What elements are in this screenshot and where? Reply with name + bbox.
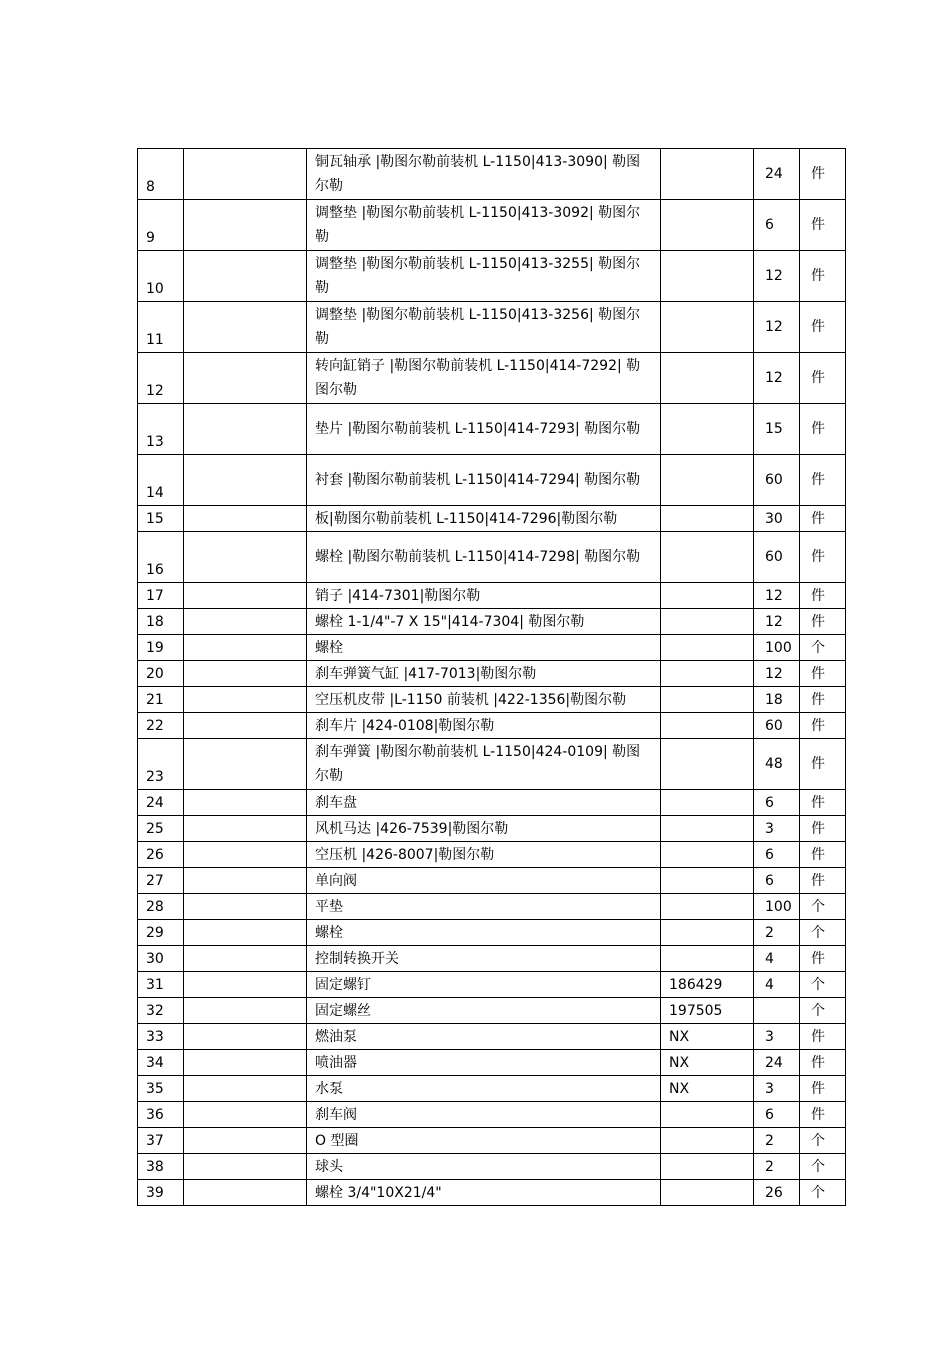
row-code-cell <box>661 200 754 251</box>
row-code-cell <box>661 739 754 790</box>
row-description-cell: 垫片 |勒图尔勒前装机 L-1150|414-7293| 勒图尔勒 <box>307 404 661 455</box>
table-row <box>138 251 846 302</box>
table-row <box>138 894 846 920</box>
table-row <box>138 1102 846 1128</box>
row-blank-cell <box>184 251 307 302</box>
row-blank-cell <box>184 842 307 868</box>
parts-table <box>137 148 846 1206</box>
row-description-cell: 螺栓 3/4"10X21/4" <box>307 1180 661 1206</box>
row-code-cell <box>661 404 754 455</box>
row-unit-cell: 件 <box>800 946 846 972</box>
row-description-cell: 平垫 <box>307 894 661 920</box>
row-blank-cell <box>184 868 307 894</box>
row-number-cell: 27 <box>138 868 184 894</box>
row-blank-cell <box>184 790 307 816</box>
row-blank-cell <box>184 506 307 532</box>
table-row <box>138 816 846 842</box>
row-number-cell: 15 <box>138 506 184 532</box>
row-blank-cell <box>184 583 307 609</box>
row-code-cell <box>661 687 754 713</box>
row-code-cell <box>661 920 754 946</box>
row-code-cell <box>661 713 754 739</box>
row-unit-cell: 个 <box>800 1180 846 1206</box>
row-unit-cell: 件 <box>800 661 846 687</box>
row-blank-cell <box>184 1024 307 1050</box>
row-unit-cell: 件 <box>800 1050 846 1076</box>
row-code-cell <box>661 302 754 353</box>
row-number-cell: 30 <box>138 946 184 972</box>
row-code-cell <box>661 946 754 972</box>
row-number-cell: 13 <box>138 404 184 455</box>
row-description-cell: 刹车弹簧气缸 |417-7013|勒图尔勒 <box>307 661 661 687</box>
row-description-cell: 控制转换开关 <box>307 946 661 972</box>
table-row <box>138 842 846 868</box>
row-description-cell: 球头 <box>307 1154 661 1180</box>
row-unit-cell: 件 <box>800 404 846 455</box>
row-quantity-cell: 3 <box>754 1024 800 1050</box>
row-quantity-cell: 6 <box>754 868 800 894</box>
row-quantity-cell: 24 <box>754 149 800 200</box>
row-description-cell: 燃油泵 <box>307 1024 661 1050</box>
row-unit-cell: 个 <box>800 1128 846 1154</box>
row-quantity-cell: 2 <box>754 920 800 946</box>
row-code-cell <box>661 609 754 635</box>
row-number-cell: 25 <box>138 816 184 842</box>
table-row <box>138 687 846 713</box>
row-description-cell: 板|勒图尔勒前装机 L-1150|414-7296|勒图尔勒 <box>307 506 661 532</box>
row-description-cell: 螺栓 |勒图尔勒前装机 L-1150|414-7298| 勒图尔勒 <box>307 532 661 583</box>
table-row <box>138 972 846 998</box>
table-row <box>138 1076 846 1102</box>
row-number-cell: 29 <box>138 920 184 946</box>
row-unit-cell: 件 <box>800 609 846 635</box>
table-row <box>138 946 846 972</box>
row-blank-cell <box>184 609 307 635</box>
table-row <box>138 998 846 1024</box>
row-number-cell: 31 <box>138 972 184 998</box>
row-description-cell: 空压机 |426-8007|勒图尔勒 <box>307 842 661 868</box>
row-unit-cell: 件 <box>800 149 846 200</box>
row-description-cell: 水泵 <box>307 1076 661 1102</box>
table-row <box>138 920 846 946</box>
row-description-cell: 衬套 |勒图尔勒前装机 L-1150|414-7294| 勒图尔勒 <box>307 455 661 506</box>
row-code-cell <box>661 1154 754 1180</box>
table-row <box>138 868 846 894</box>
table-row <box>138 532 846 583</box>
row-description-cell: 固定螺钉 <box>307 972 661 998</box>
row-code-cell: NX <box>661 1024 754 1050</box>
row-blank-cell <box>184 687 307 713</box>
row-blank-cell <box>184 635 307 661</box>
row-code-cell <box>661 532 754 583</box>
row-code-cell <box>661 790 754 816</box>
row-quantity-cell: 24 <box>754 1050 800 1076</box>
row-description-cell: 转向缸销子 |勒图尔勒前装机 L-1150|414-7292| 勒图尔勒 <box>307 353 661 404</box>
row-code-cell <box>661 842 754 868</box>
row-code-cell <box>661 894 754 920</box>
row-unit-cell: 件 <box>800 506 846 532</box>
row-quantity-cell: 100 <box>754 894 800 920</box>
row-number-cell: 36 <box>138 1102 184 1128</box>
row-description-cell: 刹车片 |424-0108|勒图尔勒 <box>307 713 661 739</box>
row-code-cell <box>661 816 754 842</box>
row-code-cell <box>661 251 754 302</box>
row-blank-cell <box>184 1154 307 1180</box>
row-code-cell <box>661 635 754 661</box>
row-code-cell <box>661 149 754 200</box>
row-code-cell <box>661 1102 754 1128</box>
row-quantity-cell: 6 <box>754 842 800 868</box>
row-code-cell: NX <box>661 1050 754 1076</box>
row-unit-cell: 件 <box>800 1076 846 1102</box>
row-number-cell: 8 <box>138 149 184 200</box>
row-description-cell: 调整垫 |勒图尔勒前装机 L-1150|413-3256| 勒图尔勒 <box>307 302 661 353</box>
row-quantity-cell <box>754 998 800 1024</box>
row-blank-cell <box>184 353 307 404</box>
table-row <box>138 404 846 455</box>
row-description-cell: 调整垫 |勒图尔勒前装机 L-1150|413-3092| 勒图尔勒 <box>307 200 661 251</box>
row-unit-cell: 个 <box>800 894 846 920</box>
row-quantity-cell: 26 <box>754 1180 800 1206</box>
row-number-cell: 24 <box>138 790 184 816</box>
row-description-cell: 调整垫 |勒图尔勒前装机 L-1150|413-3255| 勒图尔勒 <box>307 251 661 302</box>
row-blank-cell <box>184 404 307 455</box>
row-blank-cell <box>184 302 307 353</box>
row-unit-cell: 件 <box>800 687 846 713</box>
row-unit-cell: 个 <box>800 998 846 1024</box>
row-number-cell: 28 <box>138 894 184 920</box>
row-quantity-cell: 6 <box>754 200 800 251</box>
table-row <box>138 1050 846 1076</box>
row-number-cell: 17 <box>138 583 184 609</box>
row-blank-cell <box>184 998 307 1024</box>
row-unit-cell: 件 <box>800 455 846 506</box>
row-blank-cell <box>184 200 307 251</box>
row-code-cell <box>661 1180 754 1206</box>
row-number-cell: 39 <box>138 1180 184 1206</box>
row-unit-cell: 个 <box>800 1154 846 1180</box>
row-quantity-cell: 6 <box>754 1102 800 1128</box>
table-row <box>138 455 846 506</box>
row-unit-cell: 件 <box>800 583 846 609</box>
row-blank-cell <box>184 1180 307 1206</box>
row-quantity-cell: 60 <box>754 713 800 739</box>
row-number-cell: 18 <box>138 609 184 635</box>
row-unit-cell: 个 <box>800 972 846 998</box>
row-quantity-cell: 15 <box>754 404 800 455</box>
row-blank-cell <box>184 946 307 972</box>
row-quantity-cell: 4 <box>754 972 800 998</box>
row-quantity-cell: 12 <box>754 609 800 635</box>
row-number-cell: 11 <box>138 302 184 353</box>
row-blank-cell <box>184 532 307 583</box>
row-description-cell: 螺栓 <box>307 635 661 661</box>
table-row <box>138 506 846 532</box>
row-unit-cell: 件 <box>800 353 846 404</box>
row-blank-cell <box>184 455 307 506</box>
row-blank-cell <box>184 1102 307 1128</box>
row-quantity-cell: 18 <box>754 687 800 713</box>
table-row <box>138 1154 846 1180</box>
row-code-cell <box>661 868 754 894</box>
row-unit-cell: 件 <box>800 868 846 894</box>
row-quantity-cell: 3 <box>754 1076 800 1102</box>
row-unit-cell: 件 <box>800 739 846 790</box>
row-quantity-cell: 12 <box>754 661 800 687</box>
table-row <box>138 1180 846 1206</box>
row-quantity-cell: 60 <box>754 455 800 506</box>
row-code-cell <box>661 1128 754 1154</box>
row-unit-cell: 件 <box>800 1024 846 1050</box>
row-description-cell: 喷油器 <box>307 1050 661 1076</box>
row-blank-cell <box>184 816 307 842</box>
table-row <box>138 302 846 353</box>
row-blank-cell <box>184 920 307 946</box>
row-code-cell: 186429 <box>661 972 754 998</box>
table-row <box>138 353 846 404</box>
row-number-cell: 37 <box>138 1128 184 1154</box>
row-quantity-cell: 6 <box>754 790 800 816</box>
row-description-cell: 刹车阀 <box>307 1102 661 1128</box>
row-quantity-cell: 12 <box>754 353 800 404</box>
row-number-cell: 9 <box>138 200 184 251</box>
row-number-cell: 33 <box>138 1024 184 1050</box>
row-quantity-cell: 48 <box>754 739 800 790</box>
row-description-cell: 刹车弹簧 |勒图尔勒前装机 L-1150|424-0109| 勒图尔勒 <box>307 739 661 790</box>
row-description-cell: O 型圈 <box>307 1128 661 1154</box>
row-quantity-cell: 60 <box>754 532 800 583</box>
parts-table-body <box>138 149 846 1206</box>
row-description-cell: 螺栓 <box>307 920 661 946</box>
row-number-cell: 16 <box>138 532 184 583</box>
row-quantity-cell: 30 <box>754 506 800 532</box>
row-number-cell: 19 <box>138 635 184 661</box>
table-row <box>138 200 846 251</box>
row-unit-cell: 件 <box>800 251 846 302</box>
row-unit-cell: 件 <box>800 1102 846 1128</box>
row-quantity-cell: 12 <box>754 583 800 609</box>
table-row <box>138 149 846 200</box>
row-quantity-cell: 12 <box>754 251 800 302</box>
table-row <box>138 739 846 790</box>
table-row <box>138 1024 846 1050</box>
row-description-cell: 单向阀 <box>307 868 661 894</box>
row-blank-cell <box>184 149 307 200</box>
table-row <box>138 583 846 609</box>
table-row <box>138 635 846 661</box>
row-quantity-cell: 12 <box>754 302 800 353</box>
row-unit-cell: 个 <box>800 920 846 946</box>
row-number-cell: 32 <box>138 998 184 1024</box>
row-code-cell <box>661 506 754 532</box>
row-code-cell: 197505 <box>661 998 754 1024</box>
row-blank-cell <box>184 713 307 739</box>
row-quantity-cell: 100 <box>754 635 800 661</box>
row-number-cell: 14 <box>138 455 184 506</box>
row-description-cell: 刹车盘 <box>307 790 661 816</box>
row-number-cell: 20 <box>138 661 184 687</box>
row-number-cell: 22 <box>138 713 184 739</box>
table-row <box>138 1128 846 1154</box>
row-description-cell: 固定螺丝 <box>307 998 661 1024</box>
row-number-cell: 10 <box>138 251 184 302</box>
row-number-cell: 12 <box>138 353 184 404</box>
row-number-cell: 34 <box>138 1050 184 1076</box>
row-blank-cell <box>184 894 307 920</box>
row-code-cell <box>661 455 754 506</box>
row-description-cell: 风机马达 |426-7539|勒图尔勒 <box>307 816 661 842</box>
table-row <box>138 713 846 739</box>
row-number-cell: 23 <box>138 739 184 790</box>
row-unit-cell: 件 <box>800 842 846 868</box>
row-code-cell: NX <box>661 1076 754 1102</box>
row-description-cell: 铜瓦轴承 |勒图尔勒前装机 L-1150|413-3090| 勒图尔勒 <box>307 149 661 200</box>
row-quantity-cell: 2 <box>754 1154 800 1180</box>
row-unit-cell: 件 <box>800 302 846 353</box>
row-blank-cell <box>184 1076 307 1102</box>
table-row <box>138 790 846 816</box>
row-blank-cell <box>184 739 307 790</box>
row-code-cell <box>661 661 754 687</box>
row-description-cell: 销子 |414-7301|勒图尔勒 <box>307 583 661 609</box>
row-unit-cell: 件 <box>800 713 846 739</box>
row-quantity-cell: 2 <box>754 1128 800 1154</box>
row-unit-cell: 件 <box>800 200 846 251</box>
row-blank-cell <box>184 1050 307 1076</box>
table-row <box>138 609 846 635</box>
table-row <box>138 661 846 687</box>
row-description-cell: 螺栓 1-1/4"-7 X 15"|414-7304| 勒图尔勒 <box>307 609 661 635</box>
row-number-cell: 21 <box>138 687 184 713</box>
row-blank-cell <box>184 972 307 998</box>
row-blank-cell <box>184 661 307 687</box>
row-number-cell: 35 <box>138 1076 184 1102</box>
row-unit-cell: 件 <box>800 532 846 583</box>
row-number-cell: 38 <box>138 1154 184 1180</box>
row-unit-cell: 件 <box>800 816 846 842</box>
row-number-cell: 26 <box>138 842 184 868</box>
row-code-cell <box>661 583 754 609</box>
row-unit-cell: 件 <box>800 790 846 816</box>
row-code-cell <box>661 353 754 404</box>
row-quantity-cell: 4 <box>754 946 800 972</box>
row-quantity-cell: 3 <box>754 816 800 842</box>
row-blank-cell <box>184 1128 307 1154</box>
row-unit-cell: 个 <box>800 635 846 661</box>
row-description-cell: 空压机皮带 |L-1150 前装机 |422-1356|勒图尔勒 <box>307 687 661 713</box>
